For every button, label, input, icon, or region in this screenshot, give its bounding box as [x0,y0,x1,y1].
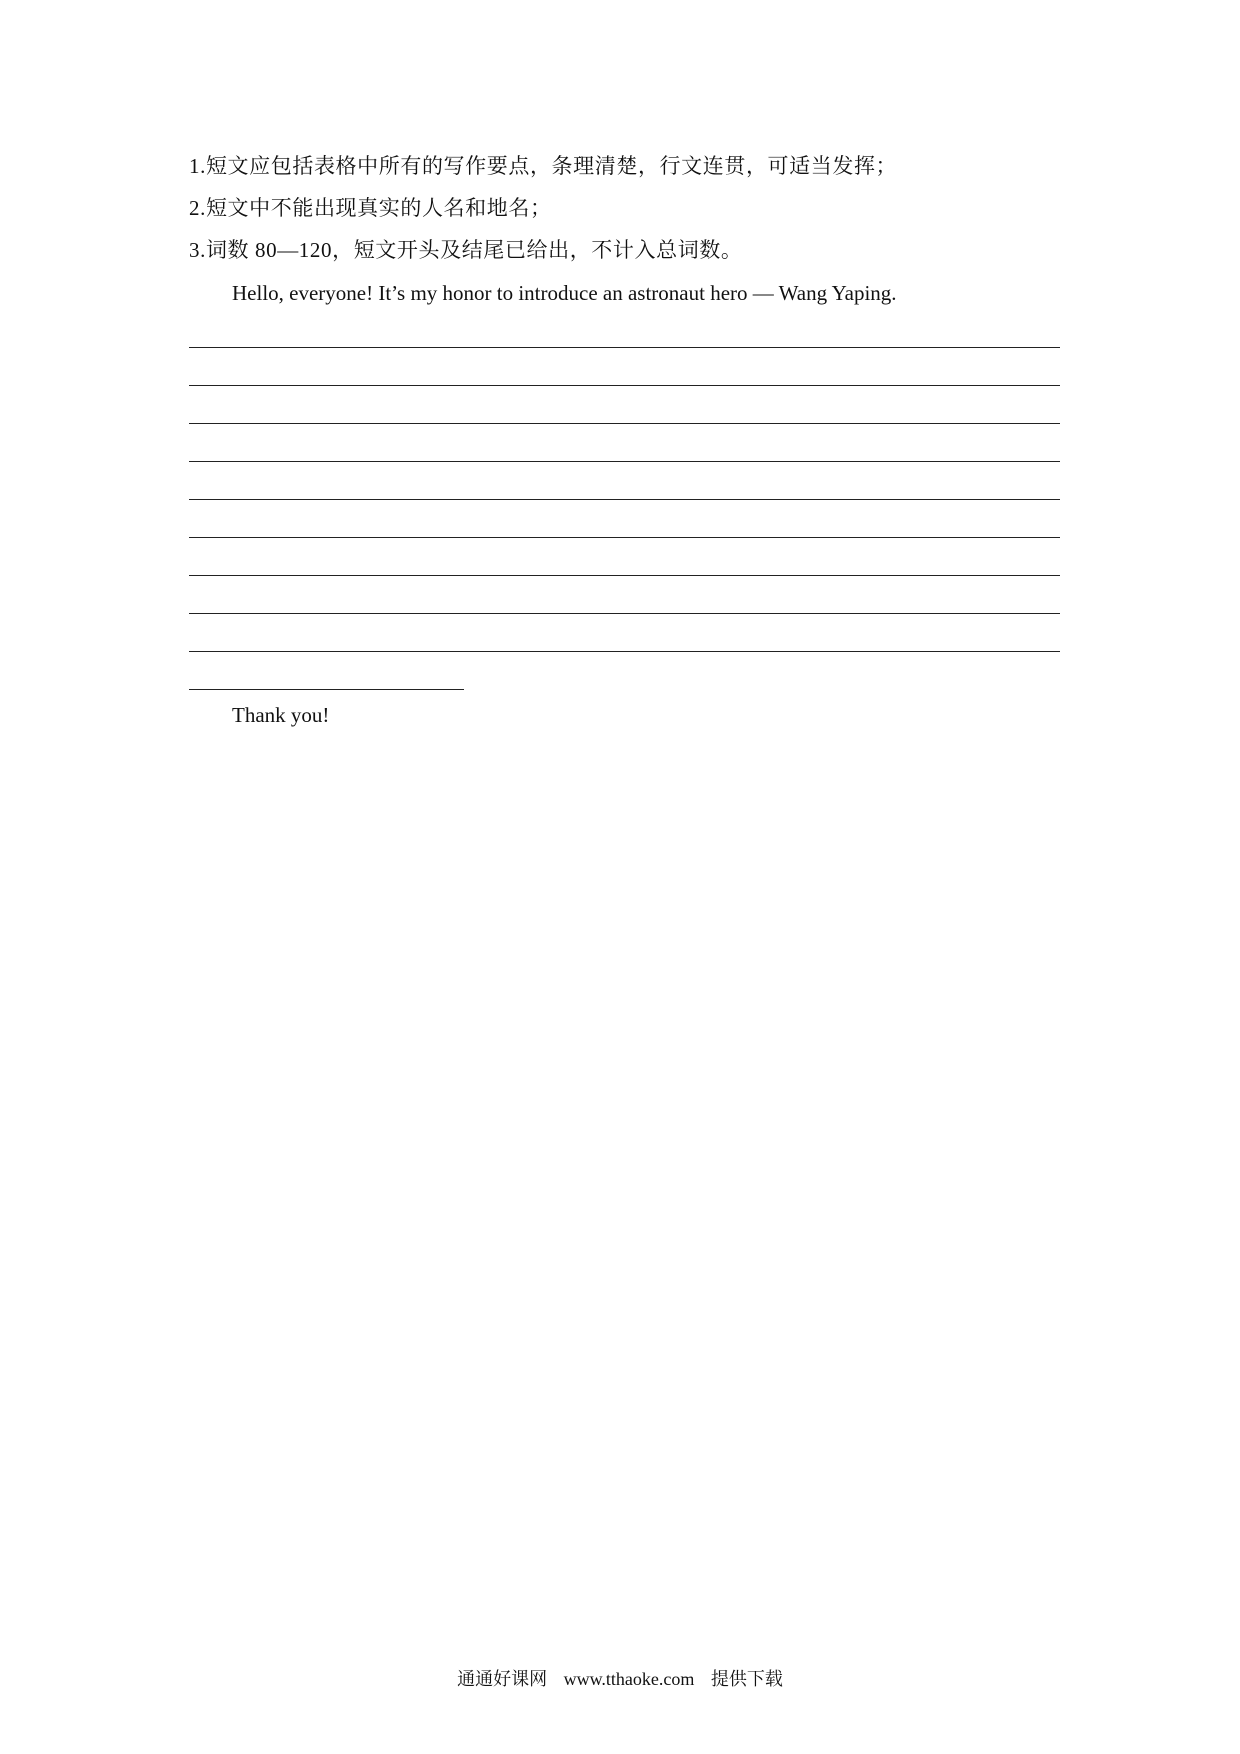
footer-url[interactable]: www.tthaoke.com [563,1669,695,1689]
writing-line[interactable] [189,613,1060,614]
writing-line-short[interactable] [189,689,464,690]
essay-opening: Hello, everyone! It’s my honor to introduce an astronaut hero — Wang Yaping. [232,281,897,305]
writing-line[interactable] [189,423,1060,424]
writing-line[interactable] [189,461,1060,462]
requirement-1: 1.短文应包括表格中所有的写作要点，条理清楚，行文连贯，可适当发挥； [189,154,898,178]
essay-closing: Thank you! [232,703,330,727]
writing-line[interactable] [189,499,1060,500]
requirement-3: 3.词数 80—120，短文开头及结尾已给出，不计入总词数。 [189,238,743,262]
requirement-2: 2.短文中不能出现真实的人名和地名； [189,196,552,220]
writing-line[interactable] [189,347,1060,348]
writing-line[interactable] [189,651,1060,652]
footer-suffix: 提供下载 [710,1669,783,1689]
footer-site-name: 通通好课网 [457,1669,548,1689]
page-footer [0,1667,1240,1691]
writing-line[interactable] [189,385,1060,386]
writing-line[interactable] [189,575,1060,576]
writing-line[interactable] [189,537,1060,538]
